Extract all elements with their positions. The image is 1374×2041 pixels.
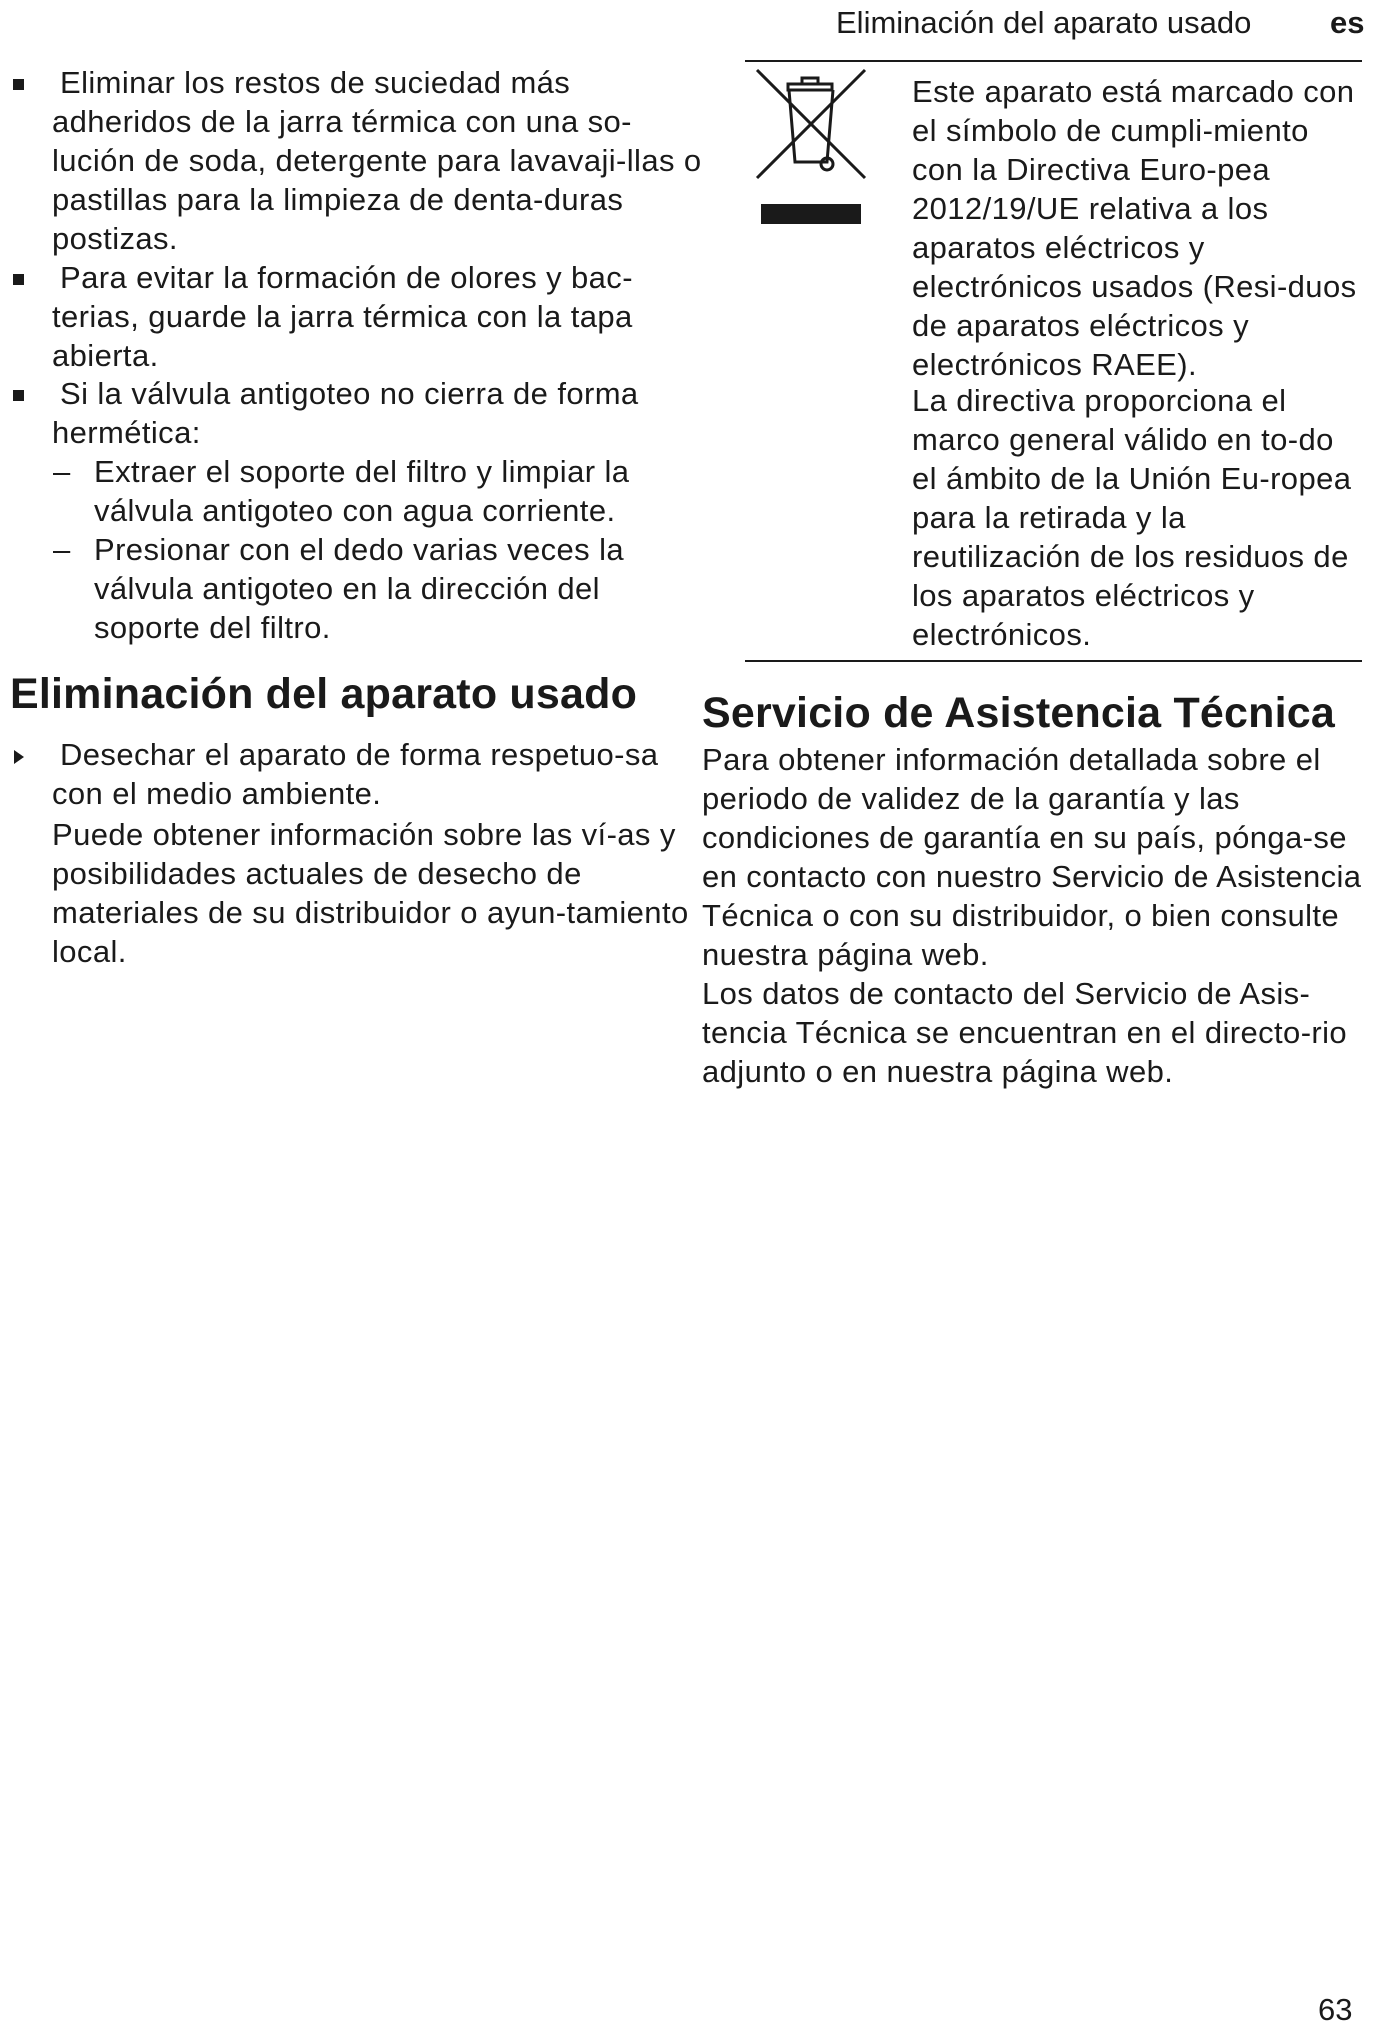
service-heading: Servicio de Asistencia Técnica [702,689,1335,737]
bullet-item: Eliminar los restos de suciedad más adheridos de la jarra térmica con una so-lución de soda, detergente para lavavaji-llas o pastillas para la limpieza de denta-duras postizas. [52,65,702,256]
weee-directive-text: La directiva proporciona el marco general válido en to-do el ámbito de la Unión Eu-ropea para la retirada y la reutilización de los residuos de los aparatos eléctricos y electrónicos. [912,383,1352,652]
instruction-arrow-icon [14,750,24,764]
dash-marker: – [53,454,71,489]
dash-marker: – [53,532,71,567]
bullet-square-icon [13,274,24,285]
disposal-info: Puede obtener información sobre las ví-as y posibilidades actuales de desecho de materiales de su distribuidor o ayun-tamiento local. [52,817,689,969]
page-number: 63 [1318,1992,1353,2027]
bullet-square-icon [13,79,24,90]
disposal-heading: Eliminación del aparato usado [10,670,638,718]
bullet-square-icon [13,390,24,401]
service-text: Para obtener información detallada sobre el periodo de validez de la garantía y las condiciones de garantía en su país, pónga-se en contacto con nuestro Servicio de Asistencia Técnica o con su distribuidor, o bien consulte nuestra página web. [702,742,1362,972]
disposal-instruction: Desechar el aparato de forma respetuo-sa con el medio ambiente. [52,737,659,811]
sub-item: Extraer el soporte del filtro y limpiar la válvula antigoteo con agua corriente. [94,454,630,528]
notice-bottom-rule [745,660,1362,662]
notice-top-rule [745,60,1362,62]
bullet-item: Para evitar la formación de olores y bac-terias, guarde la jarra térmica con la tapa abierta. [52,260,633,373]
running-header-title: Eliminación del aparato usado [836,5,1252,40]
language-code: es [1330,5,1365,40]
bullet-item: Si la válvula antigoteo no cierra de forma hermética: [52,376,639,450]
sub-item: Presionar con el dedo varias veces la válvula antigoteo en la dirección del soporte del filtro. [94,532,625,645]
weee-notice-text: Este aparato está marcado con el símbolo de cumpli-miento con la Directiva Euro-pea 2012/19/UE relativa a los aparatos eléctricos y electrónicos usados (Resi-duos de aparatos eléctricos y electrónicos RAEE). [912,74,1357,382]
service-contact-text: Los datos de contacto del Servicio de Asis-tencia Técnica se encuentran en el directo-rio adjunto o en nuestra página web. [702,976,1348,1089]
crossed-out-wheelie-bin-icon [755,68,867,232]
